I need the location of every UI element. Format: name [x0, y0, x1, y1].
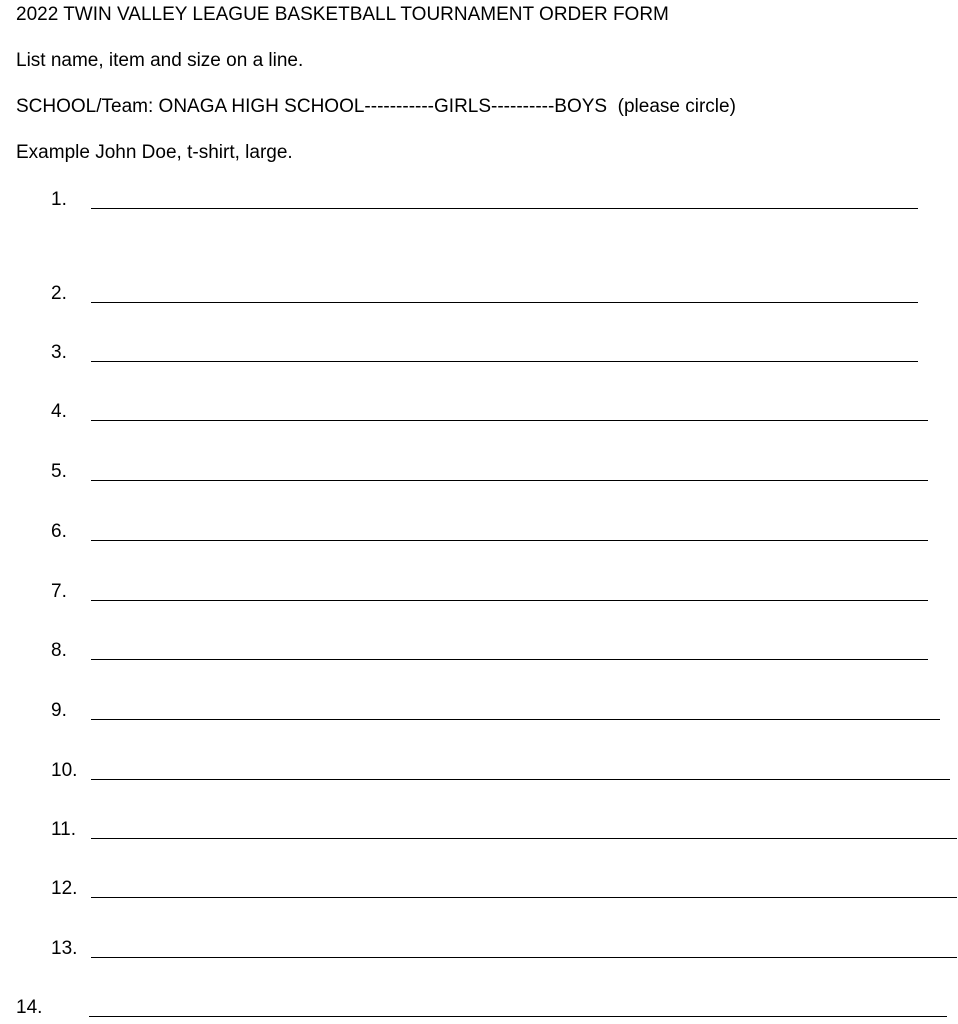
order-entry-row	[0, 759, 958, 783]
entry-blank-line[interactable]	[91, 361, 918, 362]
entry-blank-line[interactable]	[89, 1016, 947, 1017]
entry-number: 10.	[51, 760, 78, 781]
order-entry-row	[0, 996, 958, 1020]
entry-number: 3.	[51, 342, 67, 363]
form-title: 2022 TWIN VALLEY LEAGUE BASKETBALL TOURNAMENT ORDER FORM	[16, 4, 669, 25]
order-entry-row	[0, 520, 958, 544]
entry-blank-line[interactable]	[91, 838, 957, 839]
entry-number: 14.	[16, 997, 43, 1018]
entry-blank-line[interactable]	[91, 302, 918, 303]
order-entry-row	[0, 639, 958, 663]
order-entry-row	[0, 818, 958, 842]
entry-number: 4.	[51, 401, 67, 422]
entry-number: 7.	[51, 581, 67, 602]
entry-blank-line[interactable]	[91, 420, 928, 421]
entry-number: 6.	[51, 521, 67, 542]
entry-number: 1.	[51, 189, 67, 210]
entry-blank-line[interactable]	[91, 719, 940, 720]
entry-blank-line[interactable]	[91, 600, 928, 601]
entry-number: 2.	[51, 283, 67, 304]
entry-blank-line[interactable]	[91, 659, 928, 660]
example-text: Example John Doe, t-shirt, large.	[16, 142, 293, 163]
entry-blank-line[interactable]	[91, 540, 928, 541]
entry-blank-line[interactable]	[91, 779, 950, 780]
entry-number: 11.	[51, 819, 77, 840]
entry-blank-line[interactable]	[91, 957, 957, 958]
entry-number: 9.	[51, 700, 67, 721]
entry-blank-line[interactable]	[91, 208, 918, 209]
entry-number: 5.	[51, 461, 67, 482]
order-entry-row	[0, 580, 958, 604]
entry-number: 8.	[51, 640, 67, 661]
school-team-line: SCHOOL/Team: ONAGA HIGH SCHOOL-----------GIRLS----------BOYS (please circle)	[16, 96, 736, 117]
instructions-text: List name, item and size on a line.	[16, 50, 304, 71]
order-entry-row	[0, 937, 958, 961]
order-entry-row	[0, 282, 958, 306]
order-entry-row	[0, 877, 958, 901]
entry-number: 13.	[51, 938, 78, 959]
order-entry-row	[0, 341, 958, 365]
entry-blank-line[interactable]	[91, 897, 957, 898]
entry-blank-line[interactable]	[91, 480, 928, 481]
order-entry-row	[0, 400, 958, 424]
order-entry-row	[0, 460, 958, 484]
entry-number: 12.	[51, 878, 78, 899]
order-entry-row	[0, 188, 958, 212]
order-entry-row	[0, 699, 958, 723]
